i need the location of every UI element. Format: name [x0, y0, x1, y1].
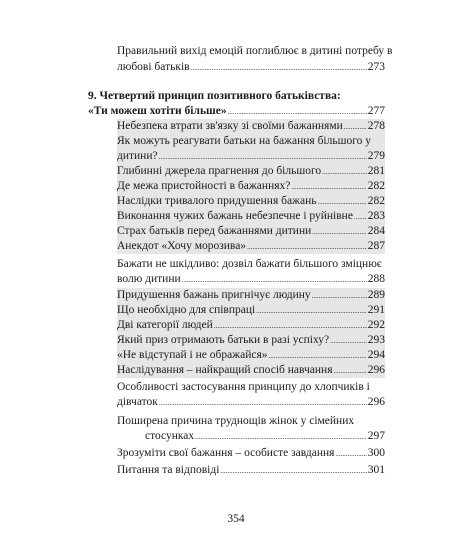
toc-leader-dots — [247, 240, 367, 255]
toc-entry-title: Страх батьків перед бажаннями дитини — [117, 225, 312, 237]
toc-entry-page: 281 — [367, 165, 385, 177]
toc-entry-page: 296 — [367, 396, 385, 408]
toc-entry-title: Небезпека втрати зв'язку зі своїми бажаннями — [117, 120, 343, 132]
toc-entry-page: 289 — [367, 289, 385, 301]
toc-entry-page: 294 — [367, 349, 385, 361]
toc-entry-page: 278 — [367, 120, 385, 132]
toc-entry-page: 293 — [367, 334, 385, 346]
toc-entry — [117, 272, 385, 287]
toc-entry-title: Виконання чужих бажань небезпечне і руйнівне — [117, 210, 353, 222]
toc-entry-title: любові батьків — [117, 61, 190, 73]
toc-entry-page: 282 — [367, 195, 385, 207]
toc-entry-page: 301 — [367, 464, 385, 476]
toc-entry-text: Поширена причина труднощів жінок у сімейних — [117, 415, 355, 427]
toc-leader-dots — [191, 61, 367, 76]
toc-entry — [117, 395, 385, 410]
toc-entry-page: 300 — [367, 447, 385, 459]
toc-entry-title: Анекдот «Хочу морозива» — [117, 240, 247, 252]
toc-entry — [117, 446, 385, 461]
toc-entry — [117, 164, 385, 179]
toc-entry-title: волю дитини — [117, 273, 181, 285]
toc-leader-dots — [322, 165, 367, 180]
toc-entry-title: «Не відступай і не ображайся» — [117, 349, 268, 361]
page-number: 354 — [227, 513, 245, 525]
toc-leader-dots — [195, 430, 367, 445]
toc-entry-page: 296 — [367, 364, 385, 376]
toc-entry — [117, 239, 385, 254]
toc-entry-page: 291 — [367, 304, 385, 316]
toc-entry — [117, 429, 385, 444]
toc-entry-text: Бажати не шкідливо: дозвіл бажати більшого зміцнює — [117, 258, 382, 270]
toc-entry-title: Де межа пристойності в бажаннях? — [117, 180, 291, 192]
toc-entry — [117, 348, 385, 363]
toc-entry-title: дитини? — [117, 150, 158, 162]
chapter-heading-page: 277 — [367, 105, 385, 117]
toc-leader-dots — [318, 195, 367, 210]
toc-entry — [117, 209, 385, 224]
toc-entry-text: Особливості застосування принципу до хлопчиків і — [117, 381, 370, 393]
toc-entry — [117, 318, 385, 333]
toc-entry-page: 279 — [367, 150, 385, 162]
toc-entry-title: Наслідування – найкращий спосіб навчання — [117, 364, 333, 376]
chapter-heading — [88, 104, 385, 119]
chapter-heading-title: «Ти можеш хотіти більше» — [88, 105, 227, 117]
toc-entry-page: 284 — [367, 225, 385, 237]
toc-entry — [117, 194, 385, 209]
toc-entry — [117, 224, 385, 239]
toc-entry — [117, 363, 385, 378]
toc-leader-dots — [312, 225, 366, 240]
toc-entry-text: Як можуть реагувати батьки на бажання більшого у — [117, 134, 385, 149]
toc-entry-title: Який приз отримають батьки в разі успіху? — [117, 334, 330, 346]
toc-entry-title: Питання та відповіді — [117, 464, 220, 476]
toc-leader-dots — [220, 464, 366, 479]
toc-entry — [117, 60, 385, 75]
toc-entry — [117, 333, 385, 348]
toc-entry-text: Правильний вихід емоцій поглиблює в дитині потребу в — [117, 45, 393, 57]
toc-leader-dots — [335, 447, 366, 462]
toc-entry-page: 292 — [367, 319, 385, 331]
toc-leader-dots — [312, 289, 367, 304]
toc-leader-dots — [182, 273, 367, 288]
toc-entry-page: 273 — [367, 61, 385, 73]
toc-leader-dots — [269, 349, 367, 364]
toc-leader-dots — [330, 334, 367, 349]
toc-entry-page: 297 — [367, 430, 385, 442]
toc-leader-dots — [344, 120, 367, 135]
toc-leader-dots — [333, 364, 366, 379]
toc-entry — [117, 179, 385, 194]
toc-leader-dots — [228, 105, 367, 120]
toc-entry-page: 282 — [367, 180, 385, 192]
toc-entry-title: Глибинні джерела прагнення до більшого — [117, 165, 322, 177]
toc-leader-dots — [354, 210, 367, 225]
toc-entry-title: стосунках — [145, 430, 195, 442]
toc-entry-title: Дві категорії людей — [117, 319, 213, 331]
toc-leader-dots — [214, 319, 367, 334]
toc-entry-title: Наслідки тривалого придушення бажань — [117, 195, 317, 207]
toc-entry — [117, 119, 385, 134]
toc-entry — [117, 303, 385, 318]
toc-leader-dots — [159, 150, 367, 165]
toc-entry-title: Зрозуміти свої бажання – особисте завдання — [117, 447, 335, 459]
toc-leader-dots — [291, 180, 366, 195]
toc-entry-title: Що необхідно для співпраці — [117, 304, 256, 316]
toc-entry-page: 288 — [367, 273, 385, 285]
toc-entry-page: 287 — [367, 240, 385, 252]
toc-entry — [117, 288, 385, 303]
toc-entry-title: Придушення бажань пригнічує людину — [117, 289, 311, 301]
chapter-heading: 9. Четвертий принцип позитивного батьківства: — [88, 90, 341, 102]
toc-entry-page: 283 — [367, 210, 385, 222]
toc-leader-dots — [159, 396, 367, 411]
toc-entry-title: дівчаток — [117, 396, 158, 408]
toc-entry — [117, 463, 385, 478]
toc-leader-dots — [256, 304, 367, 319]
toc-entry — [117, 149, 385, 164]
